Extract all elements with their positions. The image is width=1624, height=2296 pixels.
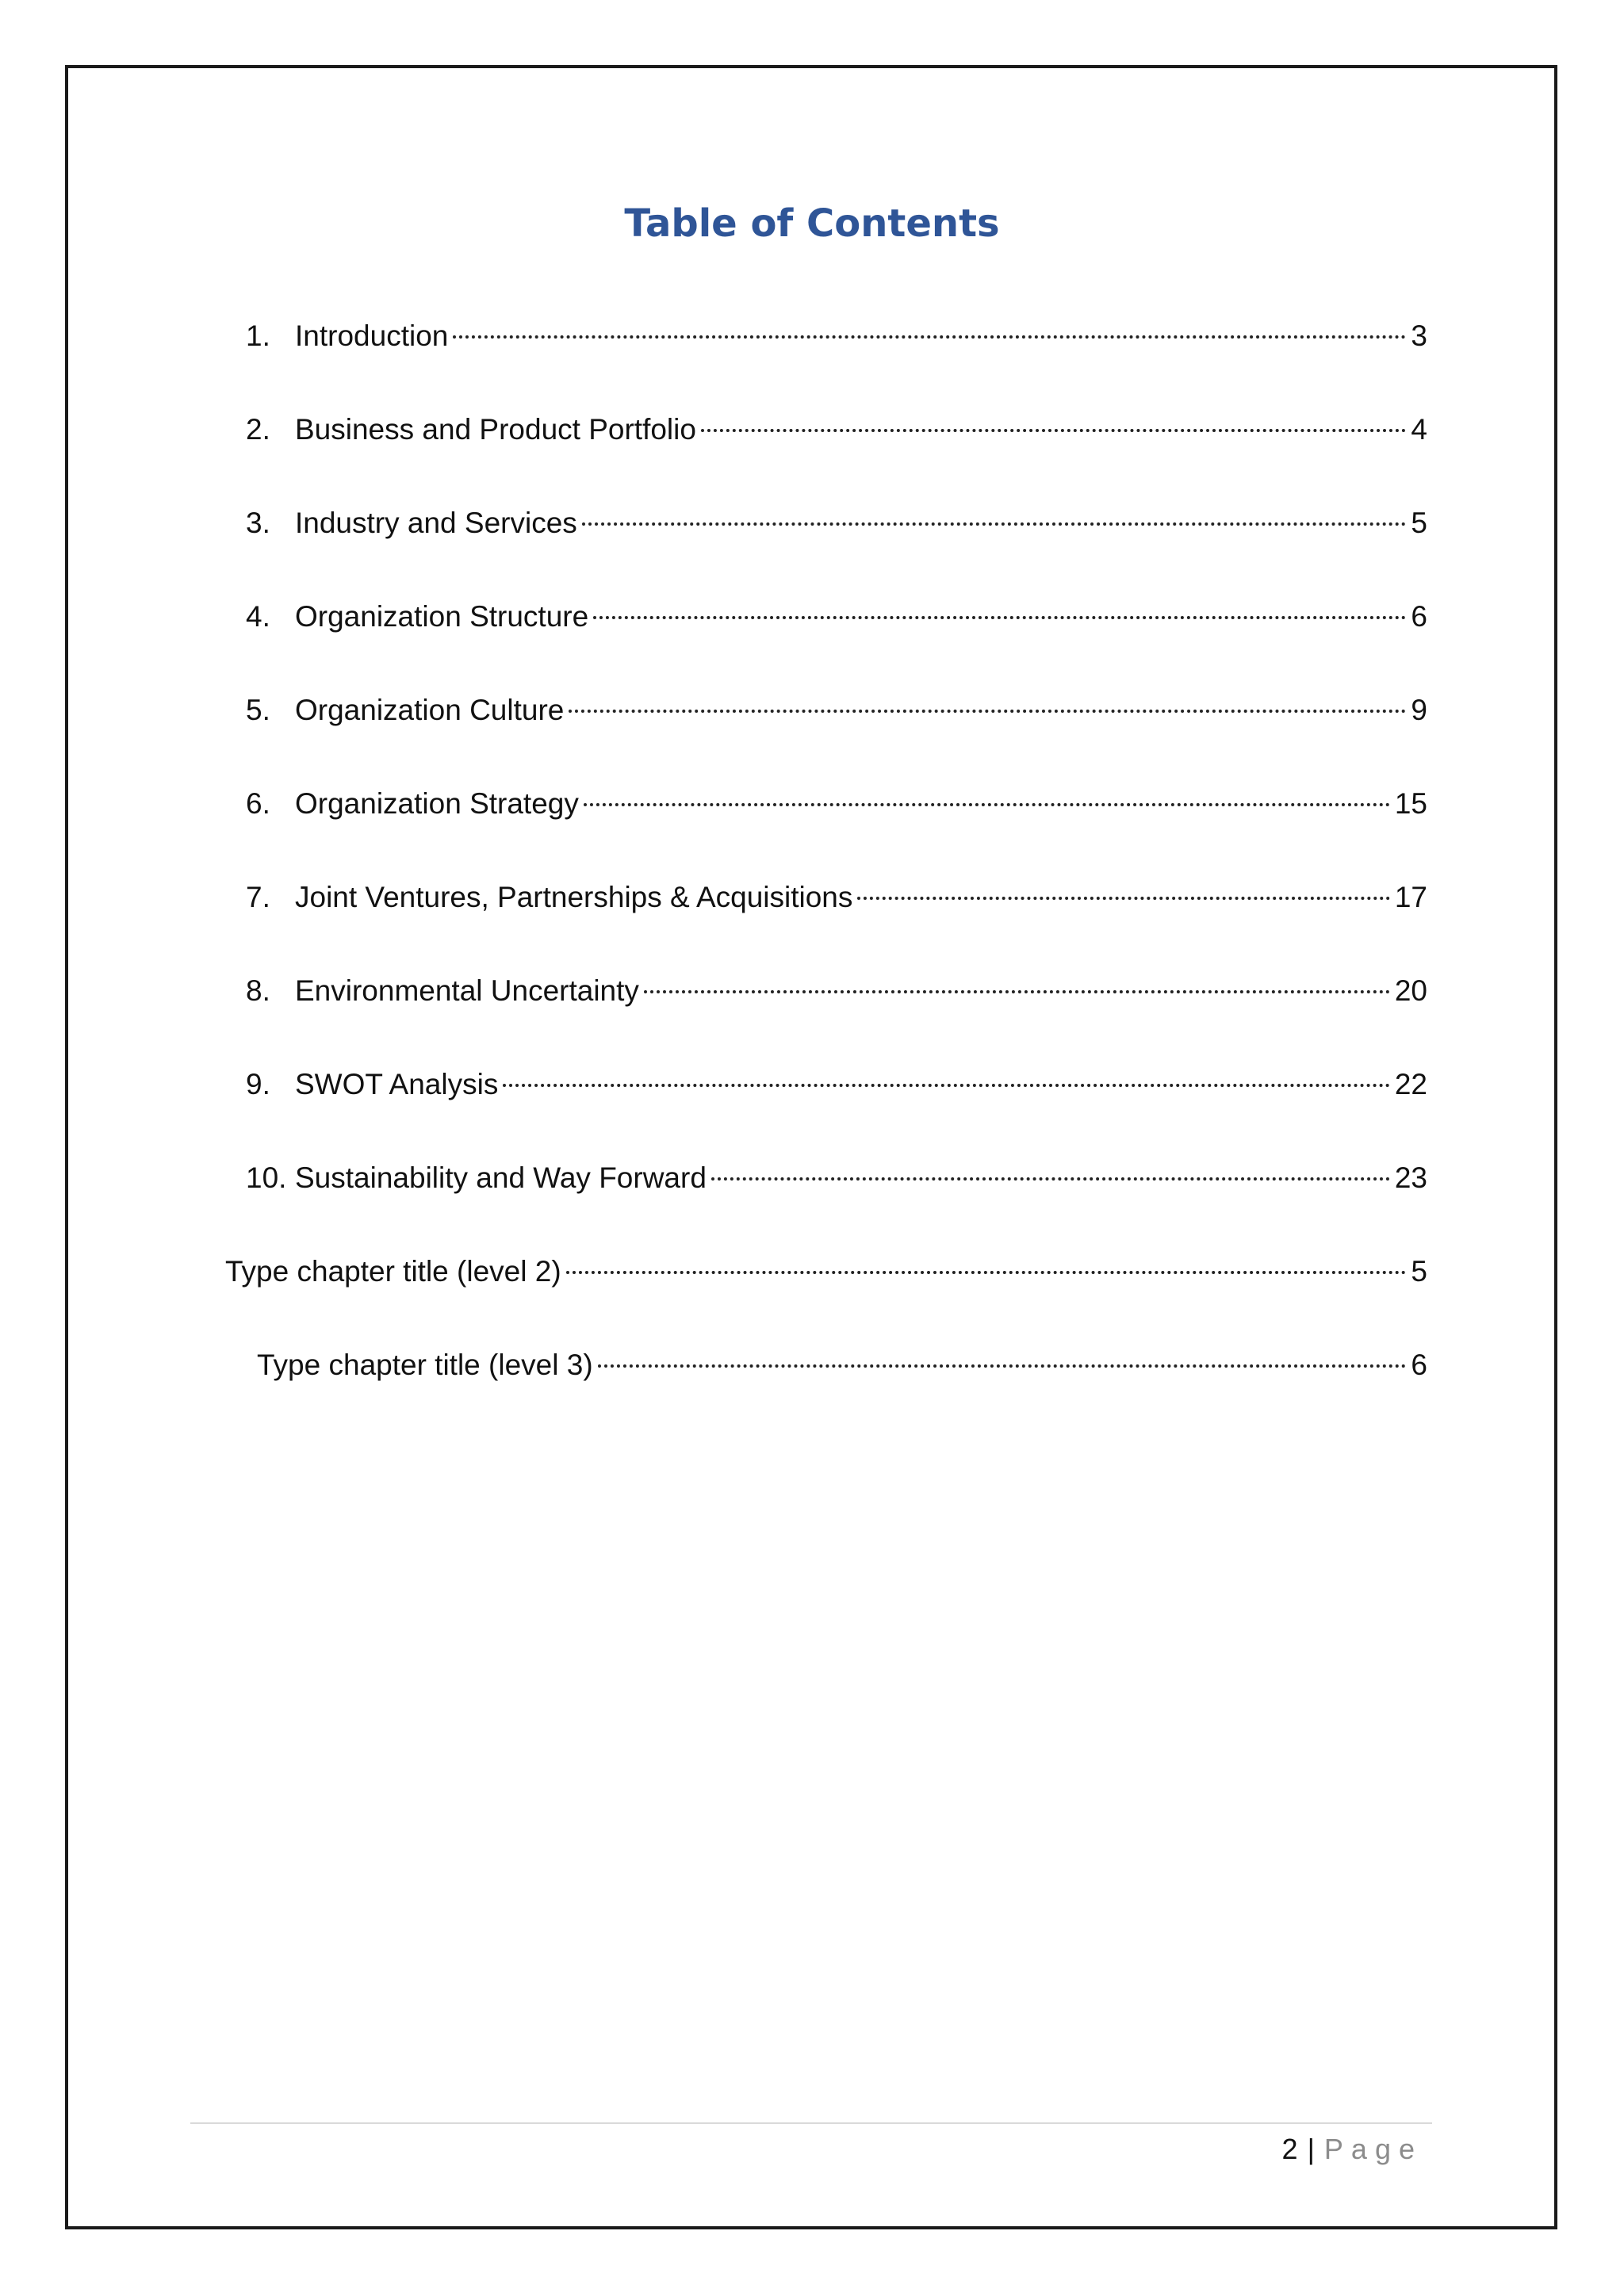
toc-entry-organization-culture[interactable] xyxy=(246,688,1427,733)
dot-leader xyxy=(584,803,1390,806)
toc-entry-text: Business and Product Portfolio xyxy=(295,413,696,446)
toc-entry-number: 6. xyxy=(246,787,270,820)
page-footer xyxy=(1282,2130,1423,2169)
footer-separator: | xyxy=(1307,2133,1315,2165)
dot-leader xyxy=(644,990,1390,993)
toc-entry-number: 5. xyxy=(246,694,270,726)
toc-entry-page: 4 xyxy=(1411,413,1427,446)
toc-entry-organization-strategy[interactable] xyxy=(246,782,1427,826)
page-label: Page xyxy=(1323,2133,1423,2165)
toc-entry-number: 1. xyxy=(246,320,270,352)
toc-entry-number: 3. xyxy=(246,507,270,539)
toc-entry-page: 20 xyxy=(1394,974,1427,1007)
toc-entry-number: 10. xyxy=(246,1161,287,1194)
dot-leader xyxy=(857,897,1389,900)
toc-entry-page: 17 xyxy=(1394,881,1427,913)
dot-leader xyxy=(453,335,1406,339)
toc-entry-number: 7. xyxy=(246,881,270,913)
toc-entry-text: Sustainability and Way Forward xyxy=(295,1161,707,1194)
toc-entry-introduction[interactable] xyxy=(246,314,1427,358)
toc-entry-page: 6 xyxy=(1411,1349,1427,1381)
dot-leader xyxy=(569,710,1406,713)
toc-entry-level2[interactable] xyxy=(225,1249,1427,1294)
dot-leader xyxy=(598,1364,1407,1368)
toc-entry-text: Organization Culture xyxy=(295,694,565,726)
toc-entry-text: Introduction xyxy=(295,320,449,352)
toc-entry-swot-analysis[interactable] xyxy=(246,1062,1427,1107)
toc-entry-number: 9. xyxy=(246,1068,270,1100)
toc-entry-page: 5 xyxy=(1411,507,1427,539)
toc-entry-sustainability[interactable] xyxy=(246,1156,1427,1200)
toc-entry-text: Organization Structure xyxy=(295,600,589,633)
toc-entry-text: Environmental Uncertainty xyxy=(295,974,639,1007)
toc-title: Table of Contents xyxy=(624,201,1000,246)
toc-entry-number: 8. xyxy=(246,974,270,1007)
toc-entry-industry-services[interactable] xyxy=(246,501,1427,545)
toc-entry-page: 6 xyxy=(1411,600,1427,633)
toc-entry-environmental-uncertainty[interactable] xyxy=(246,969,1427,1013)
toc-entry-number: 4. xyxy=(246,600,270,633)
toc-entry-text: Organization Strategy xyxy=(295,787,579,820)
toc-entry-level3[interactable] xyxy=(257,1343,1427,1387)
dot-leader xyxy=(593,616,1406,619)
dot-leader xyxy=(711,1177,1390,1181)
toc-entry-number: 2. xyxy=(246,413,270,446)
toc-entry-page: 23 xyxy=(1394,1161,1427,1194)
dot-leader xyxy=(566,1271,1407,1274)
dot-leader xyxy=(503,1084,1390,1087)
toc-entry-organization-structure[interactable] xyxy=(246,595,1427,639)
toc-entry-text: Joint Ventures, Partnerships & Acquisitions xyxy=(295,881,853,913)
toc-entry-page: 22 xyxy=(1394,1068,1427,1100)
toc-entry-page: 9 xyxy=(1411,694,1427,726)
toc-entry-joint-ventures[interactable] xyxy=(246,875,1427,920)
toc-entry-text: Type chapter title (level 2) xyxy=(225,1255,561,1288)
toc-entry-page: 5 xyxy=(1411,1255,1427,1288)
toc-entry-page: 15 xyxy=(1394,787,1427,820)
toc-entry-text: SWOT Analysis xyxy=(295,1068,499,1100)
toc-entry-business-portfolio[interactable] xyxy=(246,408,1427,452)
dot-leader xyxy=(582,522,1407,526)
dot-leader xyxy=(701,429,1406,432)
page-number: 2 xyxy=(1281,2133,1298,2165)
toc-entry-text: Type chapter title (level 3) xyxy=(257,1349,593,1381)
footer-rule xyxy=(190,2122,1432,2124)
toc-entry-text: Industry and Services xyxy=(295,507,577,539)
toc-entry-page: 3 xyxy=(1411,320,1427,352)
